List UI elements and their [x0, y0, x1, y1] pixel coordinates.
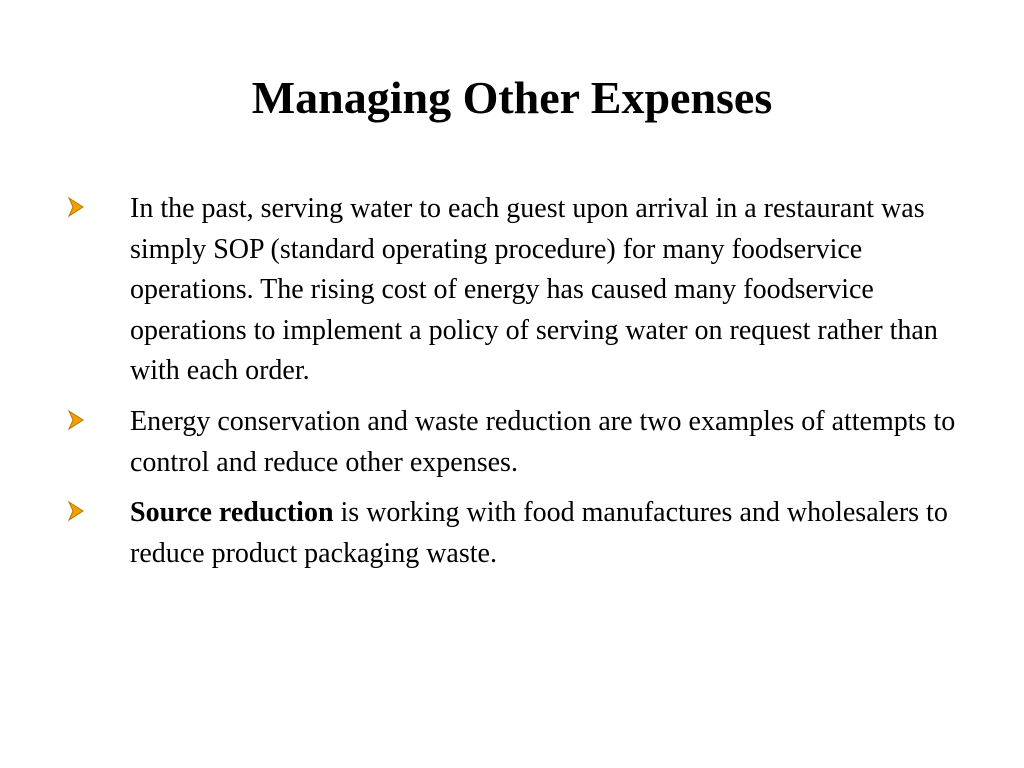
bullet-item: [66, 493, 966, 574]
arrowhead-bullet-icon: [67, 409, 85, 431]
bullet-bold-text: Source reduction: [130, 497, 334, 529]
slide-title: Managing Other Expenses: [251, 72, 773, 123]
bullet-list: [66, 189, 966, 584]
bullet-body-text: In the past, serving water to each guest upon arrival in a restaurant was simply SOP (standard operating procedure) for many foodservice operations. The rising cost of energy has caused many foodservice operations to implement a policy of serving water on request rather than with each order.: [130, 193, 938, 387]
bullet-text: [130, 497, 948, 569]
bullet-body-text: is working with food manufactures and wholesalers to reduce product packaging waste.: [130, 497, 948, 569]
arrowhead-bullet-icon: [67, 196, 85, 218]
bullet-text: [130, 193, 938, 386]
bullet-item: [66, 189, 966, 392]
bullet-item: [66, 402, 966, 483]
bullet-body-text: Energy conservation and waste reduction are two examples of attempts to control and reduce other expenses.: [130, 405, 956, 478]
bullet-text: [130, 406, 955, 478]
arrowhead-bullet-icon: [67, 500, 85, 522]
